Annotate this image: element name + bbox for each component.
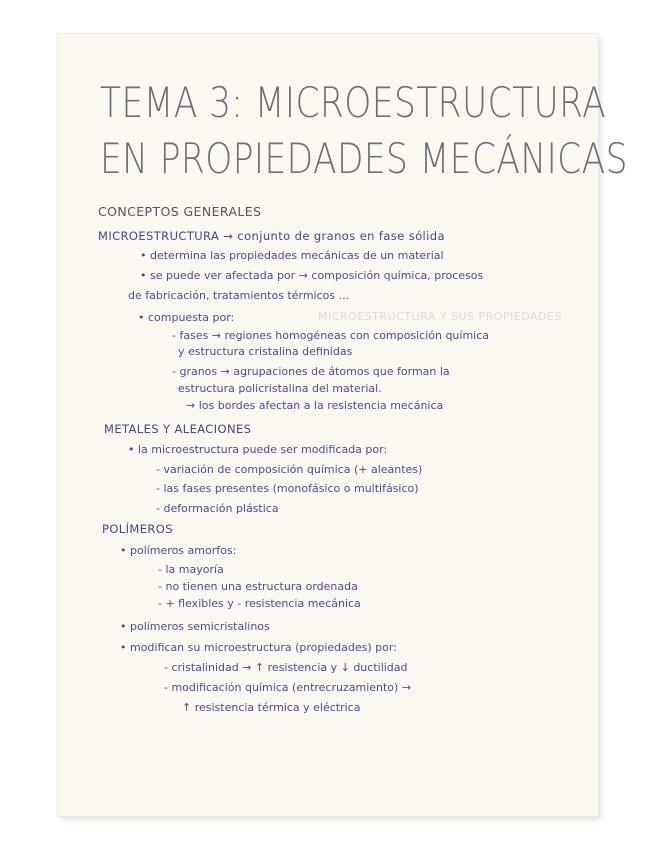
note-line: - no tienen una estructura ordenada bbox=[158, 580, 358, 593]
note-line: estructura policristalina del material. bbox=[178, 382, 382, 395]
note-line: y estructura cristalina definidas bbox=[178, 345, 353, 358]
page-title-line-1: TEMA 3: MICROESTRUCTURA bbox=[100, 78, 607, 127]
note-line: - las fases presentes (monofásico o multifásico) bbox=[156, 482, 419, 495]
notebook-page bbox=[58, 34, 628, 816]
section-heading-polimeros: POLÍMEROS bbox=[102, 522, 173, 536]
note-line: • modifican su microestructura (propiedades) por: bbox=[120, 641, 397, 654]
note-line: • polímeros amorfos: bbox=[120, 544, 237, 557]
note-line: • compuesta por: bbox=[138, 311, 235, 324]
note-line: • la microestructura puede ser modificada por: bbox=[128, 443, 388, 456]
note-line: • determina las propiedades mecánicas de un material bbox=[140, 249, 444, 262]
note-line: MICROESTRUCTURA → conjunto de granos en fase sólida bbox=[98, 229, 445, 243]
note-line: - deformación plástica bbox=[156, 502, 279, 515]
note-line: - fases → regiones homogéneas con composición química bbox=[172, 329, 490, 342]
section-heading-conceptos: CONCEPTOS GENERALES bbox=[98, 204, 262, 219]
note-line: ↑ resistencia térmica y eléctrica bbox=[182, 701, 361, 714]
note-line: - la mayoría bbox=[158, 563, 224, 576]
note-line: - modificación química (entrecruzamiento) → bbox=[164, 681, 412, 694]
note-line: • polímeros semicristalinos bbox=[120, 620, 270, 633]
note-line: - variación de composición química (+ aleantes) bbox=[156, 463, 423, 476]
note-line: • se puede ver afectada por → composición química, procesos bbox=[140, 269, 484, 282]
section-heading-metales: METALES Y ALEACIONES bbox=[104, 422, 252, 436]
note-line: → los bordes afectan a la resistencia mecánica bbox=[186, 399, 444, 412]
page-title-line-2: EN PROPIEDADES MECÁNICAS bbox=[100, 134, 628, 183]
bleed-through-text: MICROESTRUCTURA Y SUS PROPIEDADES bbox=[318, 310, 562, 323]
note-line: de fabricación, tratamientos térmicos ... bbox=[128, 289, 350, 302]
note-line: - granos → agrupaciones de átomos que forman la bbox=[172, 365, 450, 378]
note-line: - cristalinidad → ↑ resistencia y ↓ ductilidad bbox=[164, 661, 408, 674]
note-line: - + flexibles y - resistencia mecánica bbox=[158, 597, 361, 610]
